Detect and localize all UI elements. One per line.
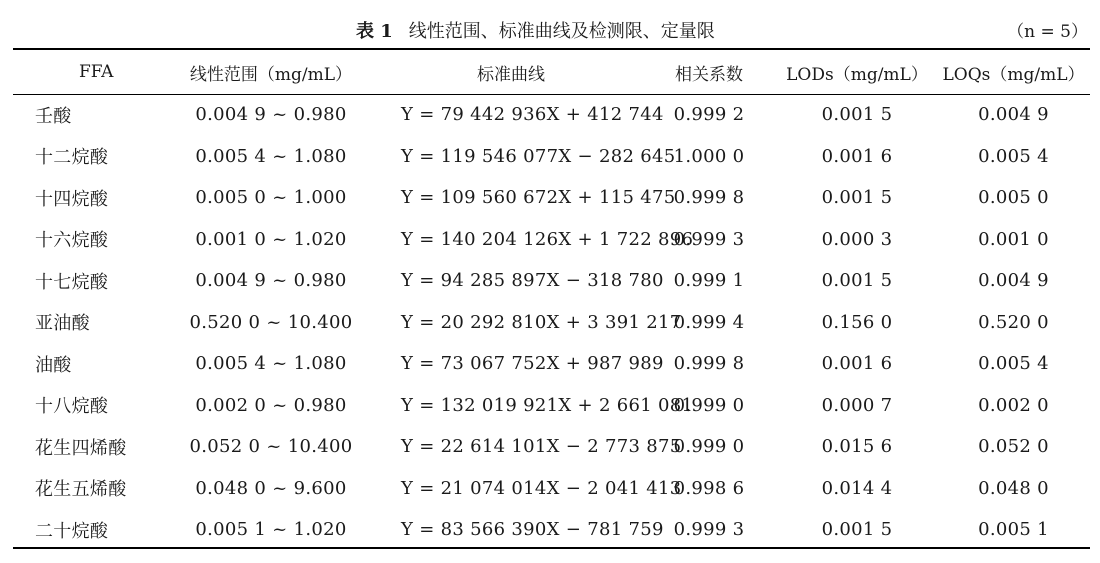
cell-lod: 0.001 6 bbox=[821, 145, 893, 167]
cell-ffa: 亚油酸 bbox=[35, 313, 90, 335]
cell-loq: 0.001 0 bbox=[978, 228, 1049, 250]
cell-equation: Y = 109 560 672X + 115 475 bbox=[401, 187, 676, 209]
table-row bbox=[13, 219, 1090, 261]
caption-text: 线性范围、标准曲线及检测限、定量限 bbox=[408, 21, 715, 42]
cell-range: 0.052 0 ~ 10.400 bbox=[189, 436, 353, 458]
cell-loq: 0.005 0 bbox=[978, 187, 1049, 209]
cell-ffa: 二十烷酸 bbox=[35, 520, 109, 542]
cell-lod: 0.001 6 bbox=[821, 353, 893, 375]
cell-equation: Y = 119 546 077X − 282 645 bbox=[401, 145, 676, 167]
cell-correlation: 1.000 0 bbox=[673, 145, 745, 167]
cell-ffa: 十八烷酸 bbox=[35, 396, 109, 418]
header-standard-curve: 标准曲线 bbox=[477, 64, 545, 85]
caption-title bbox=[356, 17, 715, 43]
cell-equation: Y = 132 019 921X + 2 661 081 bbox=[401, 394, 694, 416]
cell-equation: Y = 140 204 126X + 1 722 896 bbox=[401, 228, 694, 250]
cell-lod: 0.000 7 bbox=[821, 394, 893, 416]
cell-lod: 0.001 5 bbox=[821, 104, 893, 126]
cell-equation: Y = 20 292 810X + 3 391 217 bbox=[401, 311, 682, 333]
cell-loq: 0.004 9 bbox=[978, 270, 1049, 292]
cell-correlation: 0.999 2 bbox=[673, 104, 745, 126]
table-row bbox=[13, 343, 1090, 385]
cell-range: 0.001 0 ~ 1.020 bbox=[195, 228, 347, 250]
cell-range: 0.004 9 ~ 0.980 bbox=[195, 270, 347, 292]
cell-equation: Y = 21 074 014X − 2 041 413 bbox=[401, 477, 682, 499]
cell-range: 0.005 0 ~ 1.000 bbox=[195, 187, 347, 209]
table-row bbox=[13, 302, 1090, 344]
cell-equation: Y = 94 285 897X − 318 780 bbox=[401, 270, 664, 292]
cell-correlation: 0.999 0 bbox=[673, 394, 745, 416]
cell-equation: Y = 73 067 752X + 987 989 bbox=[401, 353, 664, 375]
cell-correlation: 0.999 8 bbox=[673, 353, 745, 375]
table-row bbox=[13, 426, 1090, 468]
table-row bbox=[13, 177, 1090, 219]
cell-range: 0.048 0 ~ 9.600 bbox=[195, 477, 347, 499]
table-row bbox=[13, 468, 1090, 510]
cell-loq: 0.005 4 bbox=[978, 353, 1049, 375]
cell-lod: 0.001 5 bbox=[821, 519, 893, 541]
table-row bbox=[13, 94, 1090, 136]
cell-ffa: 花生五烯酸 bbox=[35, 479, 127, 501]
cell-range: 0.002 0 ~ 0.980 bbox=[195, 394, 347, 416]
cell-range: 0.005 4 ~ 1.080 bbox=[195, 353, 347, 375]
cell-correlation: 0.999 1 bbox=[673, 270, 745, 292]
caption-label: 表 1 bbox=[356, 21, 393, 42]
cell-lod: 0.015 6 bbox=[821, 436, 893, 458]
table-row bbox=[13, 136, 1090, 178]
table-row bbox=[13, 509, 1090, 551]
cell-correlation: 0.999 3 bbox=[673, 228, 745, 250]
cell-ffa: 十二烷酸 bbox=[35, 147, 109, 169]
cell-correlation: 0.999 8 bbox=[673, 187, 745, 209]
cell-loq: 0.520 0 bbox=[978, 311, 1049, 333]
header-linear-range: 线性范围（mg/mL） bbox=[189, 64, 353, 85]
cell-equation: Y = 83 566 390X − 781 759 bbox=[401, 519, 664, 541]
table-row bbox=[13, 385, 1090, 427]
cell-correlation: 0.998 6 bbox=[673, 477, 745, 499]
cell-ffa: 油酸 bbox=[35, 354, 72, 376]
cell-equation: Y = 22 614 101X − 2 773 875 bbox=[401, 436, 682, 458]
cell-loq: 0.004 9 bbox=[978, 104, 1049, 126]
cell-ffa: 花生四烯酸 bbox=[35, 437, 127, 459]
calibration-table bbox=[13, 50, 1090, 551]
header-correlation: 相关系数 bbox=[675, 64, 743, 85]
cell-lod: 0.014 4 bbox=[821, 477, 893, 499]
cell-equation: Y = 79 442 936X + 412 744 bbox=[401, 104, 664, 126]
sample-size-note: （n = 5） bbox=[1007, 22, 1088, 42]
cell-correlation: 0.999 0 bbox=[673, 436, 745, 458]
cell-range: 0.005 1 ~ 1.020 bbox=[195, 519, 347, 541]
table-caption bbox=[0, 17, 1100, 45]
cell-ffa: 十四烷酸 bbox=[35, 188, 109, 210]
cell-loq: 0.052 0 bbox=[978, 436, 1049, 458]
cell-correlation: 0.999 4 bbox=[673, 311, 745, 333]
cell-lod: 0.001 5 bbox=[821, 270, 893, 292]
header-row bbox=[13, 50, 1090, 94]
cell-ffa: 十七烷酸 bbox=[35, 271, 109, 293]
cell-lod: 0.001 5 bbox=[821, 187, 893, 209]
cell-loq: 0.048 0 bbox=[978, 477, 1049, 499]
cell-loq: 0.005 4 bbox=[978, 145, 1049, 167]
cell-ffa: 壬酸 bbox=[35, 105, 72, 127]
cell-range: 0.004 9 ~ 0.980 bbox=[195, 104, 347, 126]
header-loq: LOQs（mg/mL） bbox=[942, 64, 1085, 85]
cell-loq: 0.005 1 bbox=[978, 519, 1049, 541]
cell-lod: 0.156 0 bbox=[821, 311, 893, 333]
header-ffa: FFA bbox=[79, 62, 114, 82]
header-lod: LODs（mg/mL） bbox=[786, 64, 928, 85]
cell-range: 0.005 4 ~ 1.080 bbox=[195, 145, 347, 167]
cell-range: 0.520 0 ~ 10.400 bbox=[189, 311, 353, 333]
table-row bbox=[13, 260, 1090, 302]
cell-correlation: 0.999 3 bbox=[673, 519, 745, 541]
cell-loq: 0.002 0 bbox=[978, 394, 1049, 416]
cell-lod: 0.000 3 bbox=[821, 228, 893, 250]
cell-ffa: 十六烷酸 bbox=[35, 230, 109, 252]
